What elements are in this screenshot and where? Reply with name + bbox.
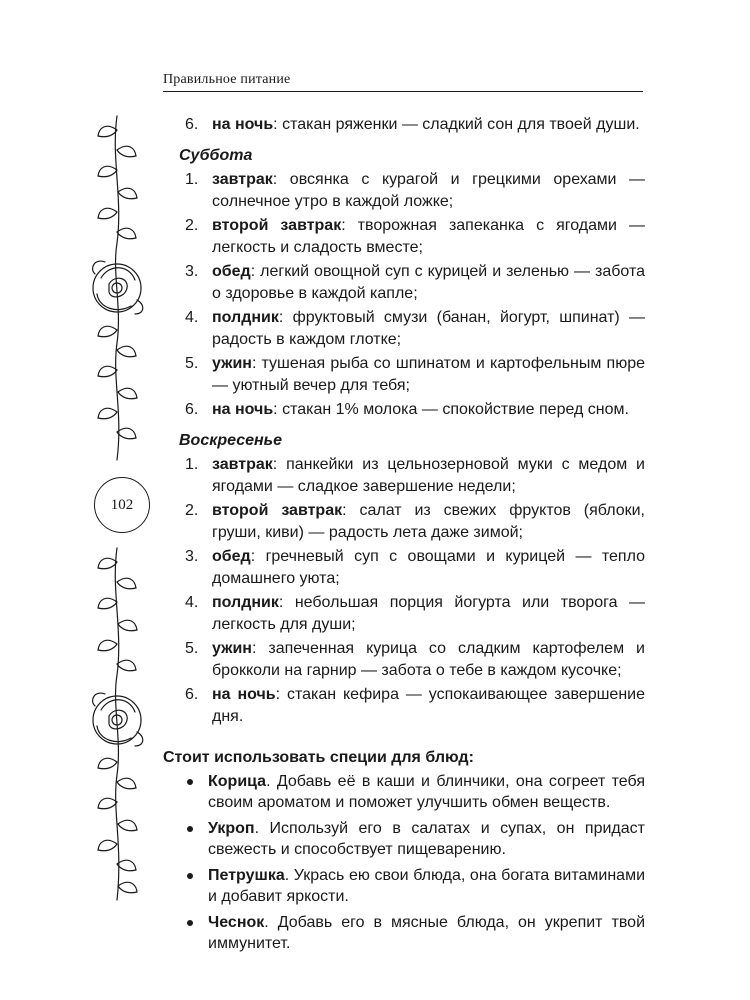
menu-item-text: : салат из свежих фруктов (яблоки, груши, киви) — радость лета даже зимой;: [212, 502, 646, 541]
saturday-menu-list: [163, 169, 645, 421]
menu-item-number: 6.: [185, 116, 199, 133]
spice-item-text: . Добавь её в каши и блинчики, она согреет тебя своим ароматом и поможет улучшить обмен веществ.: [208, 772, 645, 811]
menu-item-label: на ночь: [212, 116, 274, 133]
menu-item: [163, 353, 645, 396]
spice-item: [163, 865, 645, 908]
menu-item-number: 3.: [185, 548, 199, 565]
page-number-badge: [94, 477, 150, 533]
running-header-title: Правильное питание: [163, 72, 291, 87]
menu-item-label: на ночь: [212, 686, 276, 703]
menu-item-number: 1.: [185, 171, 199, 188]
spice-item-text: . Добавь его в мясные блюда, он укрепит твой иммунитет.: [208, 913, 645, 952]
menu-item-label: ужин: [212, 355, 252, 372]
menu-item-number: 2.: [185, 502, 199, 519]
bullet-icon: [187, 826, 193, 832]
menu-item-text: : фруктовый смузи (банан, йогурт, шпинат) — радость в каждом глотке;: [212, 309, 645, 348]
menu-item-text: : легкий овощной суп с курицей и зеленью — забота о здоровье в каждой капле;: [212, 263, 645, 302]
floral-vine-top-ornament: [86, 108, 148, 463]
spice-item-text: . Укрась ею свои блюда, она богата витаминами и добавит яркости.: [208, 866, 645, 905]
menu-item-number: 5.: [185, 355, 199, 372]
menu-item-text: : запеченная курица со сладким картофелем и брокколи на гарнир — забота о тебе в каждом кусочке;: [212, 640, 645, 679]
spice-item: [163, 912, 645, 955]
spice-item-label: Чеснок: [208, 913, 265, 931]
menu-item: [163, 261, 645, 304]
menu-item-label: обед: [212, 548, 251, 565]
spices-list: [163, 771, 645, 955]
menu-item-number: 6.: [185, 401, 199, 418]
bullet-icon: [187, 779, 193, 785]
spices-heading: Стоит использовать специи для блюд:: [163, 749, 474, 766]
menu-item: [163, 215, 645, 258]
menu-item-label: завтрак: [212, 456, 273, 473]
menu-item: [163, 169, 645, 212]
menu-item-number: 4.: [185, 309, 199, 326]
menu-item-number: 3.: [185, 263, 199, 280]
page-number: 102: [110, 496, 134, 513]
sunday-menu-list: [163, 454, 645, 727]
menu-item: [163, 684, 645, 727]
running-header: [163, 72, 643, 92]
menu-item-text: : стакан 1% молока — спокойствие перед сном.: [273, 401, 629, 418]
menu-item: [163, 592, 645, 635]
intro-menu-list: [163, 114, 645, 136]
menu-item: [163, 638, 645, 681]
menu-item-label: обед: [212, 263, 251, 280]
menu-item-text: : стакан кефира — успокаивающее завершение дня.: [212, 686, 645, 725]
menu-item-label: полдник: [212, 309, 279, 326]
menu-item: [163, 307, 645, 350]
spice-item: [163, 818, 645, 861]
spice-item-label: Укроп: [208, 819, 255, 837]
menu-item-text: : стакан ряженки — сладкий сон для твоей души.: [273, 116, 640, 133]
menu-item-number: 1.: [185, 456, 199, 473]
menu-item-text: : небольшая порция йогурта или творога — легкость для души;: [212, 594, 645, 633]
menu-item-text: : тушеная рыба со шпинатом и картофельным пюре — уютный вечер для тебя;: [212, 355, 645, 394]
menu-item-text: : творожная запеканка с ягодами — легкость и сладость вместе;: [212, 217, 645, 256]
menu-item-text: : гречневый суп с овощами и курицей — тепло домашнего уюта;: [212, 548, 645, 587]
menu-item-label: полдник: [212, 594, 279, 611]
menu-item-label: второй завтрак: [212, 502, 343, 519]
menu-item-text: : панкейки из цельнозерновой муки с медом и ягодами — сладкое завершение недели;: [212, 456, 645, 495]
menu-item-number: 5.: [185, 640, 199, 657]
menu-item-label: ужин: [212, 640, 252, 657]
floral-vine-bottom-ornament: [86, 540, 148, 905]
menu-item: [163, 546, 645, 589]
menu-item: [163, 500, 645, 543]
day-heading-sunday: Воскресенье: [179, 431, 283, 449]
menu-item-text: : овсянка с курагой и грецкими орехами — солнечное утро в каждой ложке;: [212, 171, 645, 210]
bullet-icon: [187, 873, 193, 879]
page-body: [163, 114, 645, 959]
menu-item: [163, 454, 645, 497]
spice-item: [163, 771, 645, 814]
menu-item: [163, 399, 645, 421]
menu-item-number: 6.: [185, 686, 199, 703]
menu-item-label: завтрак: [212, 171, 273, 188]
spice-item-label: Петрушка: [208, 866, 285, 884]
menu-item-number: 4.: [185, 594, 199, 611]
menu-item-label: второй завтрак: [212, 217, 342, 234]
menu-item: [163, 114, 645, 136]
menu-item-label: на ночь: [212, 401, 274, 418]
menu-item-number: 2.: [185, 217, 199, 234]
bullet-icon: [187, 920, 193, 926]
spice-item-label: Корица: [208, 772, 267, 790]
spice-item-text: . Используй его в салатах и супах, он придаст свежесть и способствует пищеварению.: [208, 819, 645, 858]
day-heading-saturday: Суббота: [179, 146, 253, 164]
